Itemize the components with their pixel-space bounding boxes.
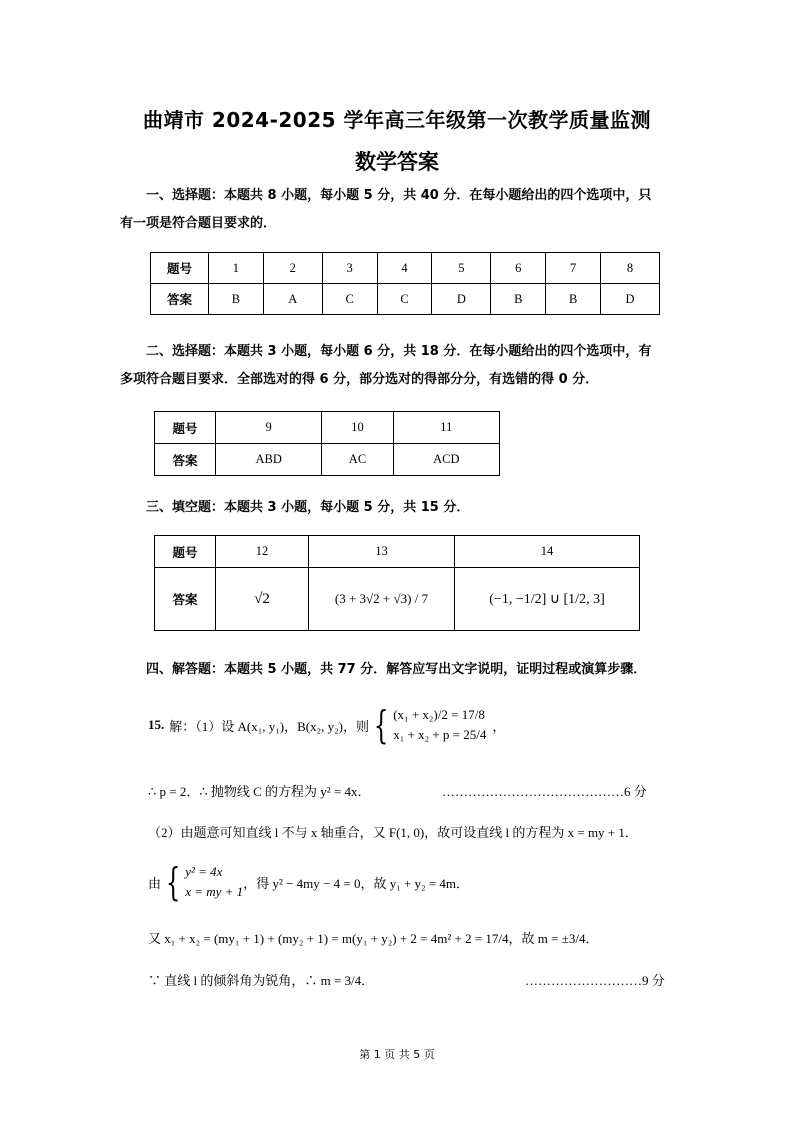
row-label-answer: 答案	[155, 444, 216, 476]
q-number: 5	[432, 253, 491, 284]
q-number: 13	[309, 536, 455, 568]
section-1-intro: 一、选择题：本题共 8 小题，每小题 5 分，共 40 分．在每小题给出的四个选项中，只 有一项是符合题目要求的．	[120, 188, 652, 231]
brace-icon: {	[373, 703, 389, 747]
q-answer: B	[546, 284, 601, 315]
section-2-table	[154, 411, 500, 476]
q15-line-6: ∵ 直线 l 的倾斜角为锐角，∴ m = 3/4．	[148, 973, 375, 988]
q15-line-1: 15. 解：（1）设 A(x₁, y₁)，B(x₂, y₂)，则 { (x₁ + x₂)/2 = 17/8 x₁ + x₂ + p = 25/4 ，	[148, 703, 506, 747]
section-2-intro: 二、选择题：本题共 3 小题，每小题 6 分，共 18 分．在每小题给出的四个选项中，有 多项符合题目要求．全部选对的得 6 分，部分选对的得部分分，有选错的得 0 分．	[120, 344, 652, 387]
q-answer: AC	[322, 444, 393, 476]
q-answer-13: (3 + 3√2 + √3) / 7	[309, 568, 455, 631]
row-label-answer: 答案	[155, 568, 216, 631]
q-number: 7	[546, 253, 601, 284]
q-answer: ACD	[393, 444, 499, 476]
q15-intro: 解：（1）设 A(x₁, y₁)，B(x₂, y₂)，则	[169, 718, 370, 734]
q15-line-3: （2）由题意可知直线 l 不与 x 轴重合，又 F(1, 0)，故可设直线 l 的方程为 x = my + 1．	[148, 825, 638, 840]
q15-line-4-eq: y² = 4x	[185, 864, 223, 879]
q-answer-12: √2	[216, 568, 309, 631]
q15-line-4-system	[185, 862, 243, 902]
q-answer: D	[432, 284, 491, 315]
q15-line-4-post: ，得 y² − 4my − 4 = 0，故 y₁ + y₂ = 4m．	[243, 875, 470, 891]
page-footer: 第 1 页 共 5 页	[359, 1048, 435, 1061]
q-answer: C	[377, 284, 432, 315]
row-label-number: 题号	[155, 412, 216, 444]
q-number: 10	[322, 412, 393, 444]
q-answer: D	[601, 284, 660, 315]
q-number: 12	[216, 536, 309, 568]
section-3-intro: 三、填空题：本题共 3 小题，每小题 5 分，共 15 分．	[146, 500, 470, 515]
q-answer: A	[263, 284, 322, 315]
q-number: 11	[393, 412, 499, 444]
document-title: 曲靖市 2024-2025 学年高三年级第一次教学质量监测	[142, 108, 652, 132]
q15-label: 15.	[148, 717, 165, 732]
q15-line-4-eq: x = my + 1	[185, 884, 244, 899]
q-number: 9	[216, 412, 322, 444]
q15-score-9: ………………………9 分	[525, 973, 665, 988]
section-3-table	[154, 535, 640, 631]
q-number: 14	[455, 536, 640, 568]
q-number: 6	[491, 253, 546, 284]
q15-line-4	[148, 856, 469, 908]
q-number: 1	[209, 253, 264, 284]
q-number: 8	[601, 253, 660, 284]
q-answer: B	[491, 284, 546, 315]
section-4-intro: 四、解答题：本题共 5 小题，共 77 分．解答应写出文字说明，证明过程或演算步骤．	[146, 662, 647, 677]
section-1-table	[150, 252, 660, 315]
q-number: 3	[322, 253, 377, 284]
q-number: 4	[377, 253, 432, 284]
q15-line-4-pre: 由	[148, 875, 162, 891]
q15-line-2: ∴ p = 2．∴ 抛物线 C 的方程为 y² = 4x．	[148, 784, 371, 799]
q15-line-5: 又 x₁ + x₂ = (my₁ + 1) + (my₂ + 1) = m(y₁ + y₂) + 2 = 4m² + 2 = 17/4，故 m = ±3/4．	[148, 931, 599, 946]
row-label-number: 题号	[151, 253, 209, 284]
q15-system-eq: x₁ + x₂ + p = 25/4	[393, 727, 487, 742]
row-label-answer: 答案	[151, 284, 209, 315]
document-subtitle: 数学答案	[355, 150, 439, 174]
brace-icon: {	[165, 860, 181, 904]
q15-system-eq: (x₁ + x₂)/2 = 17/8	[393, 707, 485, 722]
q-answer: ABD	[216, 444, 322, 476]
q15-score-6: ……………………………………6 分	[442, 784, 647, 799]
q15-system	[393, 705, 486, 745]
q-answer-14: (−1, −1/2] ∪ [1/2, 3]	[455, 568, 640, 631]
q-number: 2	[263, 253, 322, 284]
q-answer: B	[209, 284, 264, 315]
row-label-number: 题号	[155, 536, 216, 568]
q-answer: C	[322, 284, 377, 315]
